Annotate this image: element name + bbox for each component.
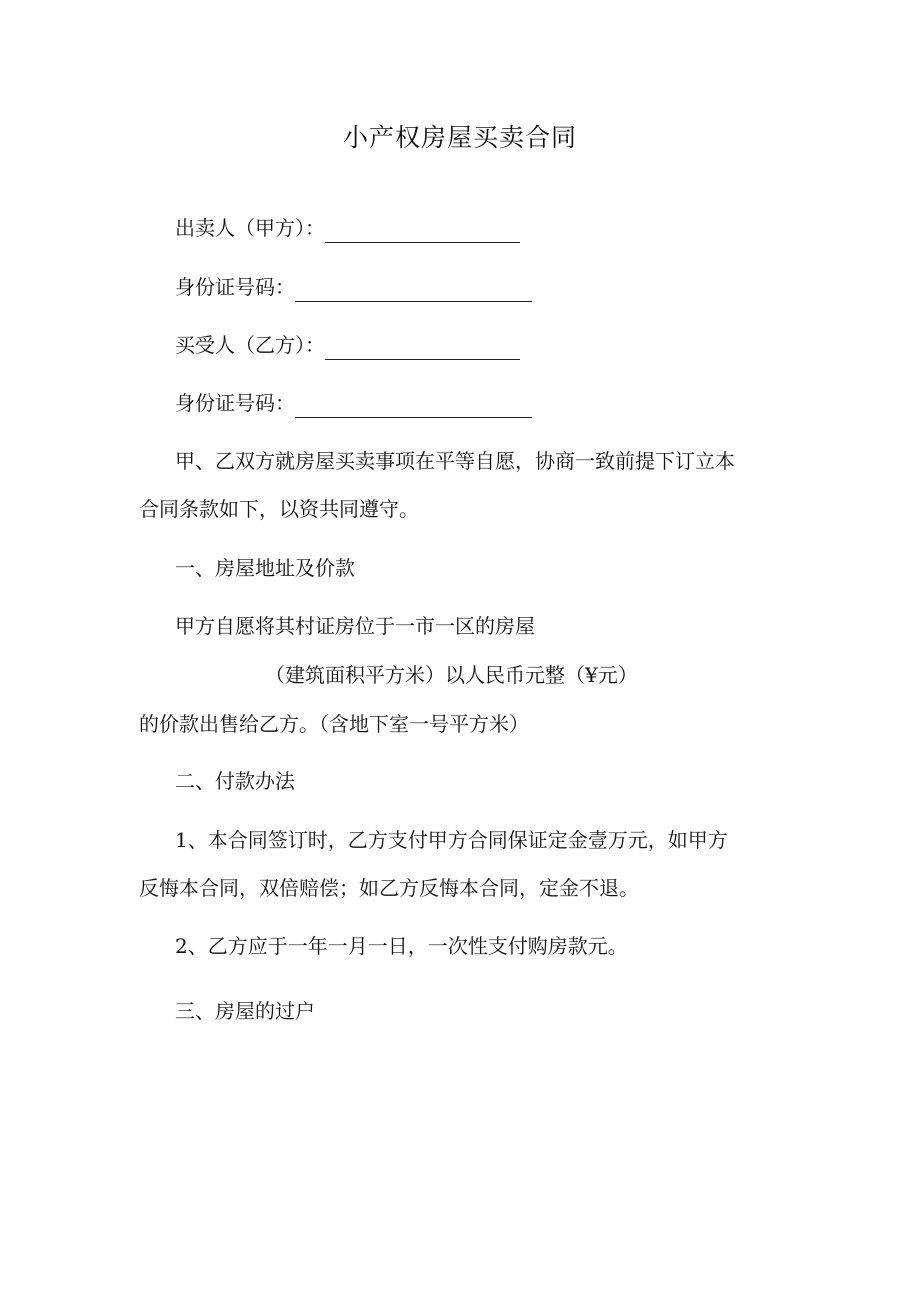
seller-id-blank[interactable]	[295, 281, 532, 302]
section2-heading: 二、付款办法	[175, 769, 295, 793]
seller-id-field	[175, 272, 532, 302]
buyer-blank[interactable]	[325, 339, 520, 360]
section2-clause1-line-1: 1、本合同签订时，乙方支付甲方合同保证定金壹万元，如甲方	[175, 828, 728, 852]
section1-heading: 一、房屋地址及价款	[175, 556, 355, 580]
section1-line-2: （建筑面积平方米）以人民币元整（¥元）	[265, 663, 638, 687]
section1-line-1: 甲方自愿将其村证房位于一市一区的房屋	[175, 614, 535, 638]
seller-field	[175, 213, 520, 243]
section2-clause1-line-2: 反悔本合同，双倍赔偿；如乙方反悔本合同，定金不退。	[139, 876, 639, 900]
seller-id-label: 身份证号码：	[175, 275, 295, 299]
buyer-field	[175, 330, 520, 360]
section1-line-3: 的价款出售给乙方。（含地下室一号平方米）	[139, 712, 529, 736]
seller-label: 出卖人（甲方）：	[175, 216, 325, 240]
section2-clause2: 2、乙方应于一年一月一日，一次性支付购房款元。	[175, 934, 628, 958]
buyer-id-label: 身份证号码：	[175, 391, 295, 415]
buyer-label: 买受人（乙方）：	[175, 333, 325, 357]
seller-blank[interactable]	[325, 222, 520, 243]
preamble-line-2: 合同条款如下，以资共同遵守。	[139, 497, 419, 521]
buyer-id-blank[interactable]	[295, 397, 532, 418]
buyer-id-field	[175, 388, 532, 418]
document-title: 小产权房屋买卖合同	[342, 123, 577, 152]
section3-heading: 三、房屋的过户	[175, 999, 315, 1023]
preamble-line-1: 甲、乙双方就房屋买卖事项在平等自愿，协商一致前提下订立本	[175, 449, 735, 473]
